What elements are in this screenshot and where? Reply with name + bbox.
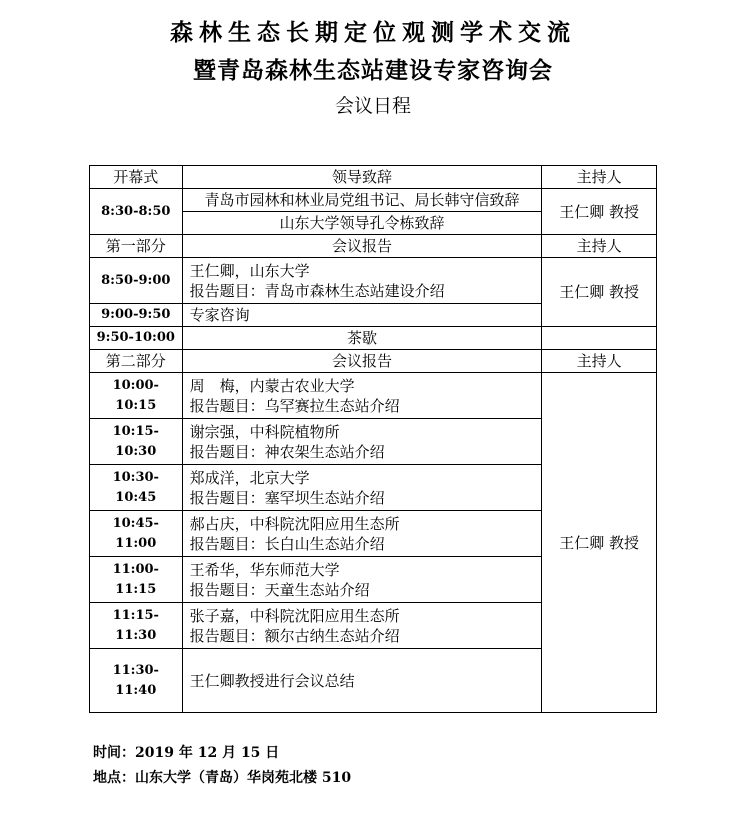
break-empty-cell [542, 327, 657, 350]
speaker-line: 谢宗强，中科院植物所 [189, 422, 340, 441]
speaker-line: 郑成洋，北京大学 [189, 468, 310, 487]
part2-header-col2: 会议报告 [182, 350, 542, 373]
opening-host: 王仁卿 教授 [542, 189, 657, 235]
summary-line: 王仁卿教授进行会议总结 [189, 671, 355, 690]
opening-speech-2: 山东大学领导孔令栋致辞 [182, 212, 542, 235]
break-time: 9:50-10:00 [90, 327, 183, 350]
report-title-line: 报告题目：乌罕赛拉生态站介绍 [189, 396, 400, 415]
time-label: 时间： [93, 745, 135, 761]
part2-row-content [182, 511, 542, 557]
part2-host: 王仁卿 教授 [542, 373, 657, 713]
part2-row-time: 10:30-10:45 [90, 465, 183, 511]
title-line-3: 会议日程 [334, 95, 411, 117]
table-row [90, 235, 657, 258]
part2-row-content [182, 465, 542, 511]
part2-row-time: 11:15-11:30 [90, 603, 183, 649]
report-title-line: 报告题目：神农架生态站介绍 [189, 442, 385, 461]
part2-header-col1: 第二部分 [90, 350, 183, 373]
part1-row1-time: 8:50-9:00 [90, 258, 183, 304]
table-row [90, 373, 657, 419]
meeting-place [93, 767, 351, 787]
report-title-line: 报告题目：天童生态站介绍 [189, 580, 370, 599]
part2-row-time: 11:30-11:40 [90, 649, 183, 713]
part2-row-time: 10:45-11:00 [90, 511, 183, 557]
part2-row-content [182, 419, 542, 465]
speaker-line: 王希华，华东师范大学 [189, 560, 340, 579]
opening-header-col3: 主持人 [542, 166, 657, 189]
part1-header-col2: 会议报告 [182, 235, 542, 258]
break-text: 茶歇 [182, 327, 542, 350]
title-line-2: 暨青岛森林生态站建设专家咨询会 [193, 57, 553, 84]
place-value: 山东大学（青岛）华岗苑北楼 510 [135, 770, 352, 786]
part2-row-time: 10:15-10:30 [90, 419, 183, 465]
part1-row2-content: 专家咨询 [182, 304, 542, 327]
report-title-line: 报告题目：塞罕坝生态站介绍 [189, 488, 385, 507]
report-title-line: 报告题目：长白山生态站介绍 [189, 534, 385, 553]
time-value: 2019 年 12 月 15 日 [135, 745, 280, 761]
speaker-line: 周 梅，内蒙古农业大学 [189, 376, 355, 395]
report-title-line: 报告题目：青岛市森林生态站建设介绍 [189, 281, 445, 300]
part2-row-content [182, 649, 542, 713]
part1-host: 王仁卿 教授 [542, 258, 657, 327]
report-title-line: 报告题目：额尔古纳生态站介绍 [189, 626, 400, 645]
speaker-line: 王仁卿，山东大学 [189, 261, 310, 280]
opening-header-col1: 开幕式 [90, 166, 183, 189]
speaker-line: 张子嘉，中科院沈阳应用生态所 [189, 606, 400, 625]
part2-row-time: 10:00-10:15 [90, 373, 183, 419]
part2-row-content [182, 373, 542, 419]
meeting-time [93, 742, 279, 762]
part1-header-col1: 第一部分 [90, 235, 183, 258]
part1-header-col3: 主持人 [542, 235, 657, 258]
part2-row-time: 11:00-11:15 [90, 557, 183, 603]
part1-row1-content [182, 258, 542, 304]
opening-header-col2: 领导致辞 [182, 166, 542, 189]
opening-time: 8:30-8:50 [90, 189, 183, 235]
schedule-table [89, 165, 657, 713]
table-row [90, 166, 657, 189]
speaker-line: 郝占庆，中科院沈阳应用生态所 [189, 514, 400, 533]
table-row [90, 189, 657, 212]
title-line-1: 森林生态长期定位观测学术交流 [170, 19, 576, 46]
table-row [90, 327, 657, 350]
part2-row-content [182, 557, 542, 603]
table-row [90, 350, 657, 373]
opening-speech-1: 青岛市园林和林业局党组书记、局长韩守信致辞 [182, 189, 542, 212]
place-label: 地点： [93, 770, 135, 786]
part1-row2-time: 9:00-9:50 [90, 304, 183, 327]
table-row [90, 258, 657, 304]
part2-header-col3: 主持人 [542, 350, 657, 373]
part2-row-content [182, 603, 542, 649]
